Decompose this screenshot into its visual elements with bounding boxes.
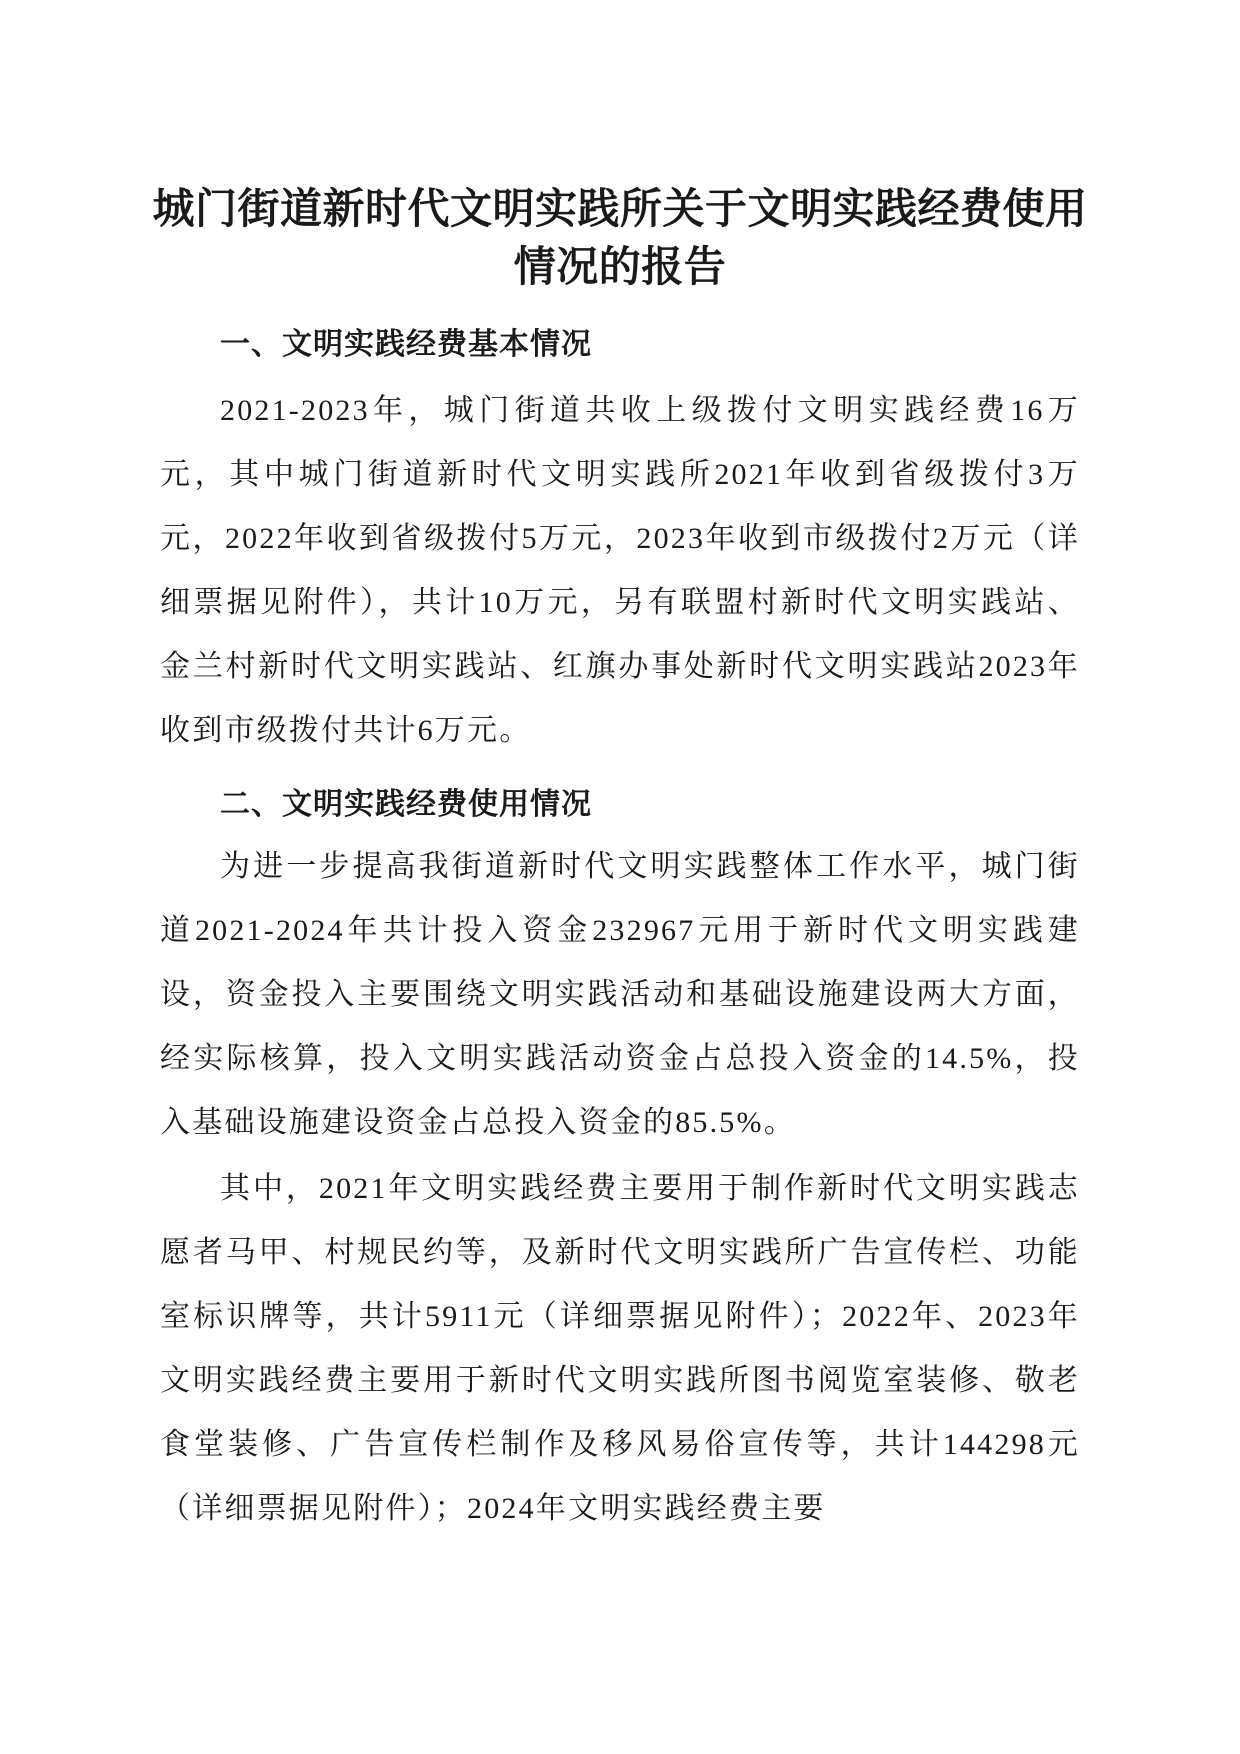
paragraph-funding-received: 2021-2023年，城门街道共收上级拨付文明实践经费16万元，其中城门街道新时代文明实践所2021年收到省级拨付3万元，2022年收到省级拨付5万元，2023年收到市级拨付2万元（详细票据见附件），共计10万元，另有联盟村新时代文明实践站、金兰村新时代文明实践站、红旗办事处新时代文明实践站2023年收到市级拨付共计6万元。: [160, 394, 1080, 747]
section-heading-basic-info: 一、文明实践经费基本情况: [220, 327, 592, 362]
section-heading-usage: 二、文明实践经费使用情况: [220, 787, 592, 822]
paragraph-investment-summary: 为进一步提高我街道新时代文明实践整体工作水平，城门街道2021-2024年共计投入资金232967元用于新时代文明实践建设，资金投入主要围绕文明实践活动和基础设施建设两大方面，经实际核算，投入文明实践活动资金占总投入资金的14.5%，投入基础设施建设资金占总投入资金的85.5%。: [160, 850, 1080, 1139]
paragraph-yearly-usage: 其中，2021年文明实践经费主要用于制作新时代文明实践志愿者马甲、村规民约等，及新时代文明实践所广告宣传栏、功能室标识牌等，共计5911元（详细票据见附件）；2022年、2023年文明实践经费主要用于新时代文明实践所图书阅览室装修、敬老食堂装修、广告宣传栏制作及移风易俗宣传等，共计144298元（详细票据见附件）；2024年文明实践经费主要: [160, 1172, 1080, 1525]
document-title: 城门街道新时代文明实践所关于文明实践经费使用情况的报告: [152, 184, 1088, 291]
